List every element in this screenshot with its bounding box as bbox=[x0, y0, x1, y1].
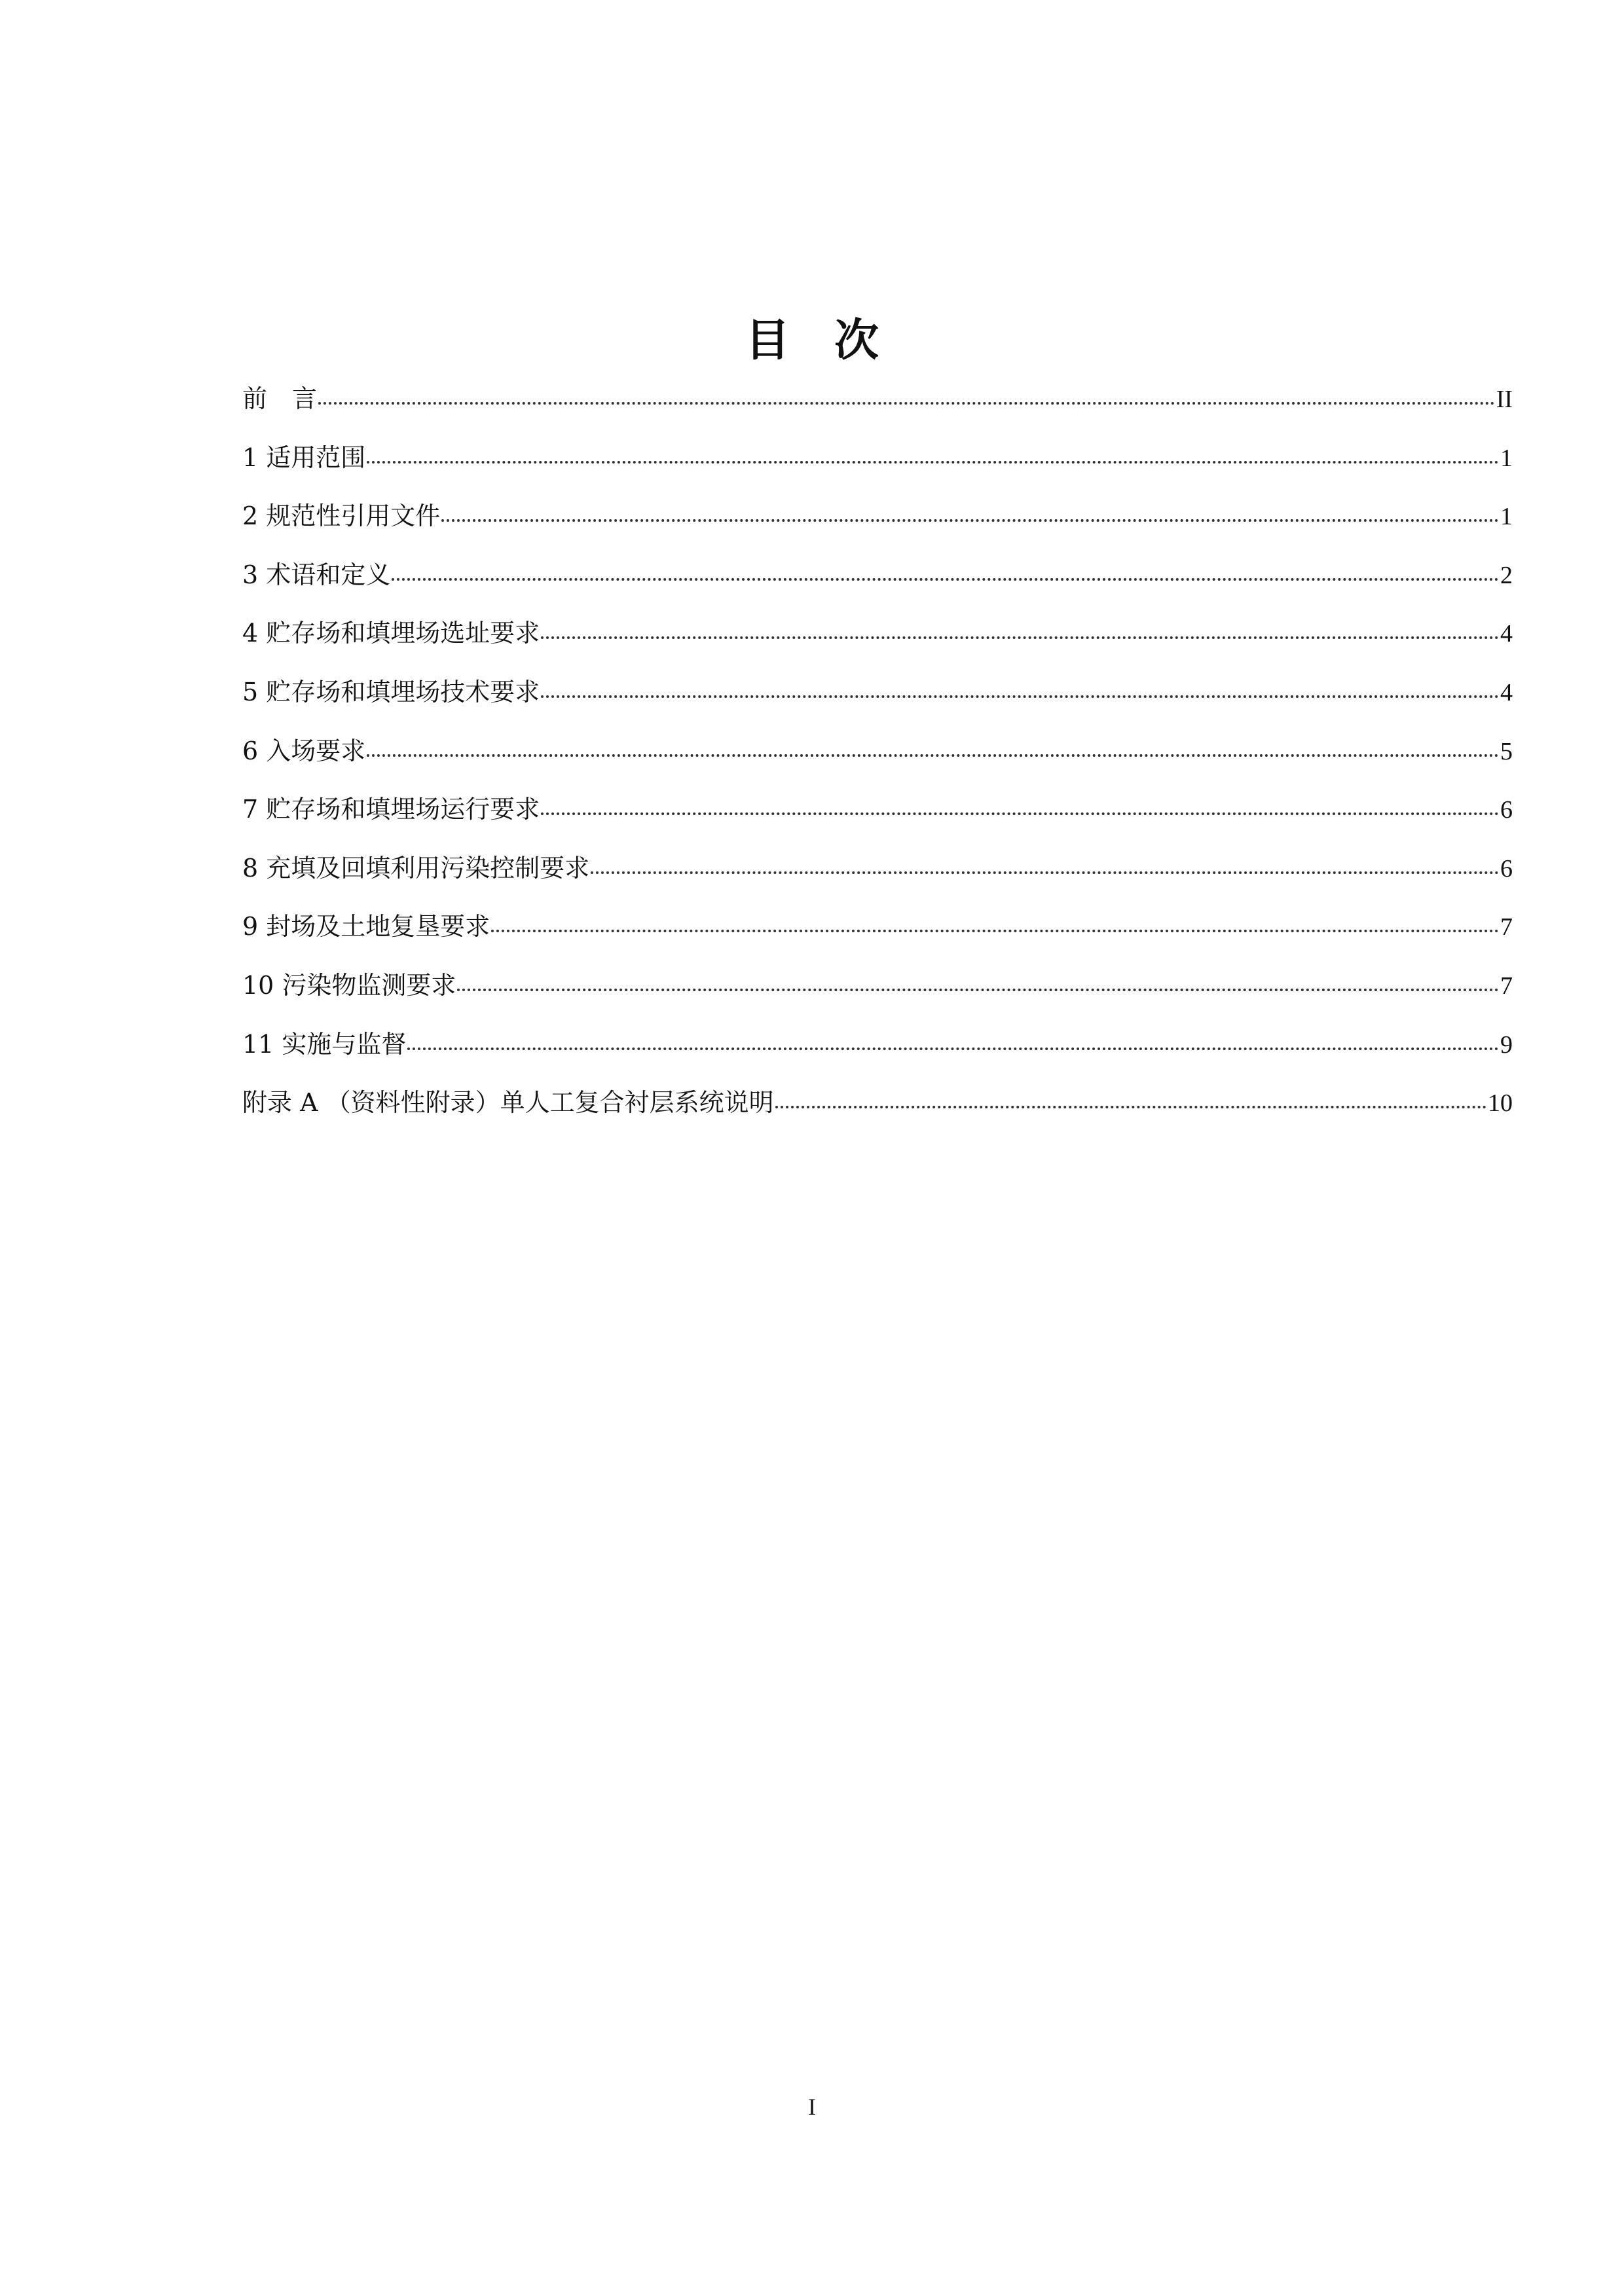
toc-entry-6[interactable] bbox=[242, 738, 1513, 797]
toc-entry-page: 10 bbox=[1488, 1089, 1513, 1118]
toc-entry-label: 前 言 bbox=[242, 384, 318, 413]
dot-leader bbox=[541, 636, 1499, 639]
toc-entry-page: 1 bbox=[1500, 444, 1513, 472]
page-number: I bbox=[808, 2094, 816, 2120]
toc-entry-page: 6 bbox=[1500, 854, 1513, 883]
dot-leader bbox=[367, 754, 1499, 757]
dot-leader bbox=[775, 1106, 1486, 1108]
toc-entry-label: 7 贮存场和填埋场运行要求 bbox=[242, 795, 540, 824]
toc-entry-label: 5 贮存场和填埋场技术要求 bbox=[242, 677, 540, 706]
dot-leader bbox=[407, 1048, 1499, 1050]
toc-entry-page: 1 bbox=[1500, 503, 1513, 531]
toc-entry-label: 2 规范性引用文件 bbox=[242, 501, 441, 531]
toc-entry-label: 9 封场及土地复垦要求 bbox=[242, 912, 490, 941]
toc-entry-label: 1 适用范围 bbox=[242, 443, 366, 472]
toc-entry-label: 3 术语和定义 bbox=[242, 560, 391, 589]
toc-entry-label: 附录 A （资料性附录）单人工复合衬层系统说明 bbox=[242, 1088, 774, 1118]
toc-entry-appendix-a[interactable] bbox=[242, 1090, 1513, 1149]
toc-entry-page: 4 bbox=[1500, 678, 1513, 706]
dot-leader bbox=[367, 461, 1499, 464]
dot-leader bbox=[541, 812, 1499, 815]
toc-entry-label: 4 贮存场和填埋场选址要求 bbox=[242, 619, 540, 648]
dot-leader bbox=[591, 871, 1499, 874]
toc-entry-page: 6 bbox=[1500, 796, 1513, 824]
toc-entry-page: II bbox=[1496, 386, 1513, 413]
toc-entry-page: 7 bbox=[1500, 913, 1513, 941]
toc-entry-10[interactable] bbox=[242, 970, 1513, 1032]
toc-entry-label: 6 入场要求 bbox=[242, 736, 366, 765]
toc-entry-3[interactable] bbox=[242, 562, 1513, 621]
toc-entry-label: 8 充填及回填利用污染控制要求 bbox=[242, 853, 590, 883]
dot-leader bbox=[491, 930, 1499, 932]
toc-entry-page: 2 bbox=[1500, 561, 1513, 589]
toc-entry-page: 4 bbox=[1500, 620, 1513, 648]
toc-entry-label: 11 实施与监督 bbox=[242, 1029, 407, 1059]
toc-entry-9[interactable] bbox=[242, 914, 1513, 973]
toc-entry-page: 5 bbox=[1500, 737, 1513, 765]
toc-entry-1[interactable] bbox=[242, 445, 1513, 504]
toc-entry-label: 10 污染物监测要求 bbox=[242, 970, 456, 1000]
dot-leader bbox=[392, 578, 1499, 581]
toc-entry-11[interactable] bbox=[242, 1029, 1513, 1091]
toc-entry-page: 7 bbox=[1500, 972, 1513, 1000]
toc-entry-7[interactable] bbox=[242, 797, 1513, 856]
toc-entry-2[interactable] bbox=[242, 503, 1513, 562]
toc-entry-8[interactable] bbox=[242, 853, 1513, 915]
table-of-contents bbox=[242, 386, 1513, 1149]
dot-leader bbox=[318, 402, 1495, 405]
toc-entry-preface[interactable] bbox=[242, 386, 1513, 445]
dot-leader bbox=[441, 519, 1499, 522]
toc-entry-5[interactable] bbox=[242, 677, 1513, 738]
dot-leader bbox=[457, 989, 1499, 991]
dot-leader bbox=[541, 695, 1499, 698]
toc-title: 目 次 bbox=[745, 314, 879, 367]
toc-entry-4[interactable] bbox=[242, 621, 1513, 680]
toc-entry-page: 9 bbox=[1500, 1030, 1513, 1059]
